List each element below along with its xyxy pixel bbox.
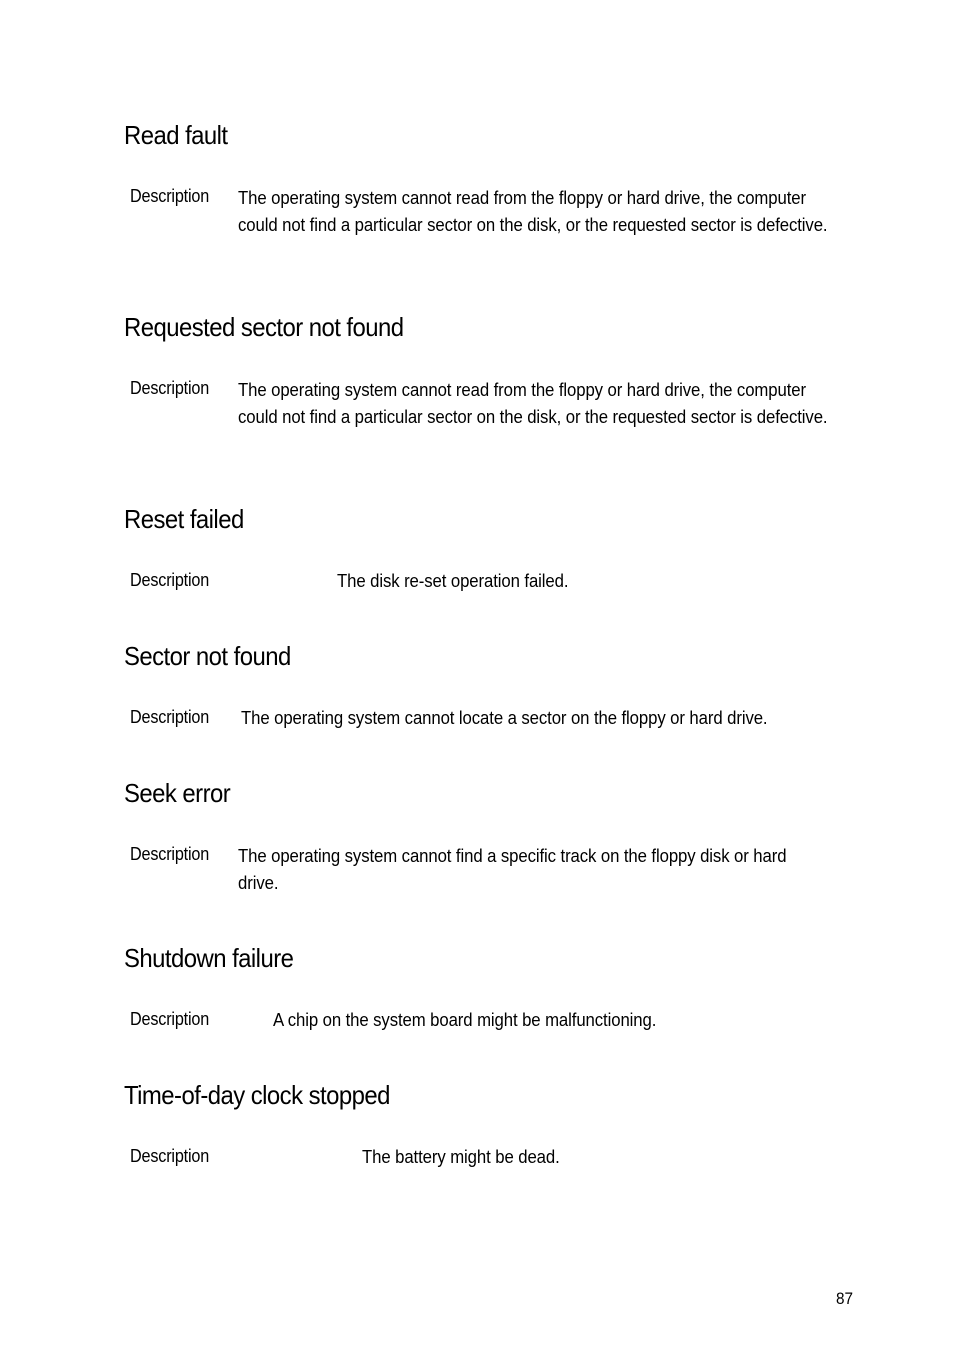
description-label: Description [130,1146,210,1166]
description-label: Description [130,570,210,590]
section-heading-shutdown-failure: Shutdown failure [124,943,294,973]
description-label: Description [130,1009,210,1029]
page-number: 87 [836,1289,854,1308]
section-heading-sector-not-found: Sector not found [124,641,291,671]
description-label: Description [130,844,210,864]
description-label: Description [130,186,210,206]
description-text: The operating system cannot locate a sector on the floppy or hard drive. [241,708,768,728]
description-text: The disk re-set operation failed. [337,571,569,591]
section-heading-read-fault: Read fault [124,120,228,150]
section-heading-requested-sector-not-found: Requested sector not found [124,312,404,342]
description-text: The operating system cannot find a specific track on the floppy disk or hard drive. [238,846,787,893]
description-text: The operating system cannot read from the floppy or hard drive, the computer could not find a particular sector on the disk, or the requested sector is defective. [238,188,828,235]
description-text: The operating system cannot read from the floppy or hard drive, the computer could not find a particular sector on the disk, or the requested sector is defective. [238,380,828,427]
description-label: Description [130,378,210,398]
section-heading-reset-failed: Reset failed [124,504,244,534]
section-heading-seek-error: Seek error [124,778,231,808]
description-text: A chip on the system board might be malfunctioning. [273,1010,657,1030]
section-heading-time-of-day-clock-stopped: Time-of-day clock stopped [124,1080,390,1110]
description-text: The battery might be dead. [362,1147,560,1167]
description-label: Description [130,707,210,727]
